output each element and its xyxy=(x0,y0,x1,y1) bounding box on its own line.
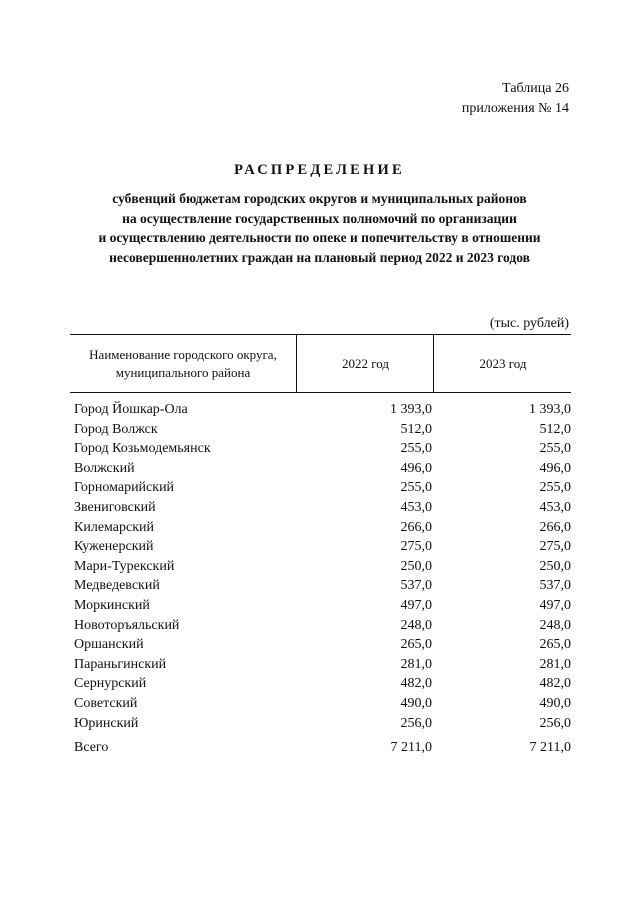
table-row xyxy=(74,596,571,616)
appendix-reference xyxy=(462,79,569,119)
header-name-column xyxy=(70,335,296,392)
table-row xyxy=(74,616,571,636)
table-row xyxy=(74,635,571,655)
table-row xyxy=(74,518,571,538)
appendix-table-number: Таблица 26 xyxy=(502,81,569,96)
row-2022-value: 275,0 xyxy=(400,539,432,555)
total-2022-value: 7 211,0 xyxy=(390,740,432,755)
row-2022-value: 255,0 xyxy=(400,480,432,496)
table-body xyxy=(74,400,571,733)
row-2022-value: 512,0 xyxy=(400,421,432,437)
row-name: Мари-Турекский xyxy=(74,558,175,574)
table-row xyxy=(74,420,571,440)
document-subtitle xyxy=(60,189,579,267)
row-name: Город Козьмодемьянск xyxy=(74,441,211,457)
row-name: Волжский xyxy=(74,460,135,476)
table-header xyxy=(70,334,571,393)
table-row xyxy=(74,439,571,459)
units-label: (тыс. рублей) xyxy=(489,316,569,331)
row-2022-value: 496,0 xyxy=(400,460,432,476)
row-name: Куженерский xyxy=(74,539,154,555)
subtitle-line: на осуществление государственных полномочий по организации xyxy=(122,210,517,226)
row-2023-value: 275,0 xyxy=(539,539,571,555)
row-2023-value: 255,0 xyxy=(539,480,571,496)
row-name: Медведевский xyxy=(74,578,160,594)
row-2023-value: 512,0 xyxy=(539,421,571,437)
header-2023-column: 2023 год xyxy=(433,335,572,392)
row-2022-value: 497,0 xyxy=(400,597,432,613)
row-name: Город Йошкар-Ола xyxy=(74,402,188,417)
row-2023-value: 490,0 xyxy=(539,695,571,711)
row-2022-value: 265,0 xyxy=(400,637,432,653)
row-name: Килемарский xyxy=(74,519,155,535)
row-name: Моркинский xyxy=(74,597,150,613)
row-2023-value: 281,0 xyxy=(539,656,571,672)
table-row xyxy=(74,498,571,518)
row-2022-value: 281,0 xyxy=(400,656,432,672)
row-name: Звениговский xyxy=(74,499,156,515)
row-2022-value: 537,0 xyxy=(400,578,432,594)
table-row xyxy=(74,557,571,577)
row-2023-value: 497,0 xyxy=(539,597,571,613)
row-name: Советский xyxy=(74,695,138,711)
total-row xyxy=(74,738,571,758)
table-row xyxy=(74,459,571,479)
row-2022-value: 255,0 xyxy=(400,441,432,457)
total-2023-value: 7 211,0 xyxy=(529,740,571,755)
row-2022-value: 1 393,0 xyxy=(390,402,432,417)
row-2023-value: 265,0 xyxy=(539,637,571,653)
row-name: Параньгинский xyxy=(74,656,167,672)
appendix-number: приложения № 14 xyxy=(461,101,569,116)
table-row xyxy=(74,537,571,557)
table-row xyxy=(74,694,571,714)
row-2022-value: 482,0 xyxy=(400,676,432,692)
row-2022-value: 250,0 xyxy=(400,558,432,574)
row-name: Новоторъяльский xyxy=(74,617,180,633)
header-2022-column: 2022 год xyxy=(296,335,434,392)
subtitle-line: несовершеннолетних граждан на плановый период 2022 и 2023 годов xyxy=(109,249,530,265)
row-2022-value: 453,0 xyxy=(400,499,432,515)
row-2023-value: 1 393,0 xyxy=(529,402,571,417)
row-2022-value: 248,0 xyxy=(400,617,432,633)
row-2022-value: 266,0 xyxy=(400,519,432,535)
table-row xyxy=(74,400,571,420)
table-row xyxy=(74,576,571,596)
row-2023-value: 256,0 xyxy=(539,715,571,731)
header-name-line: Наименование городского округа, xyxy=(89,346,277,362)
document-title: РАСПРЕДЕЛЕНИЕ xyxy=(234,162,405,178)
row-2023-value: 248,0 xyxy=(539,617,571,633)
subtitle-line: и осуществлению деятельности по опеке и попечительству в отношении xyxy=(98,230,541,245)
table-row xyxy=(74,655,571,675)
row-2023-value: 496,0 xyxy=(539,460,571,476)
row-2023-value: 537,0 xyxy=(539,578,571,594)
total-label: Всего xyxy=(74,740,109,755)
row-2023-value: 266,0 xyxy=(539,519,571,535)
row-name: Юринский xyxy=(74,715,139,731)
row-2022-value: 490,0 xyxy=(400,695,432,711)
row-2023-value: 482,0 xyxy=(539,676,571,692)
table-row xyxy=(74,674,571,694)
row-2023-value: 255,0 xyxy=(539,441,571,457)
row-name: Сернурский xyxy=(74,676,147,692)
row-name: Горномарийский xyxy=(74,480,175,496)
row-2023-value: 250,0 xyxy=(539,558,571,574)
subtitle-line: субвенций бюджетам городских округов и муниципальных районов xyxy=(112,191,527,206)
row-2022-value: 256,0 xyxy=(400,715,432,731)
table-row xyxy=(74,714,571,734)
row-name: Город Волжск xyxy=(74,421,158,437)
table-row xyxy=(74,478,571,498)
row-name: Оршанский xyxy=(74,637,144,653)
header-name-line: муниципального района xyxy=(115,364,251,380)
row-2023-value: 453,0 xyxy=(539,499,571,515)
